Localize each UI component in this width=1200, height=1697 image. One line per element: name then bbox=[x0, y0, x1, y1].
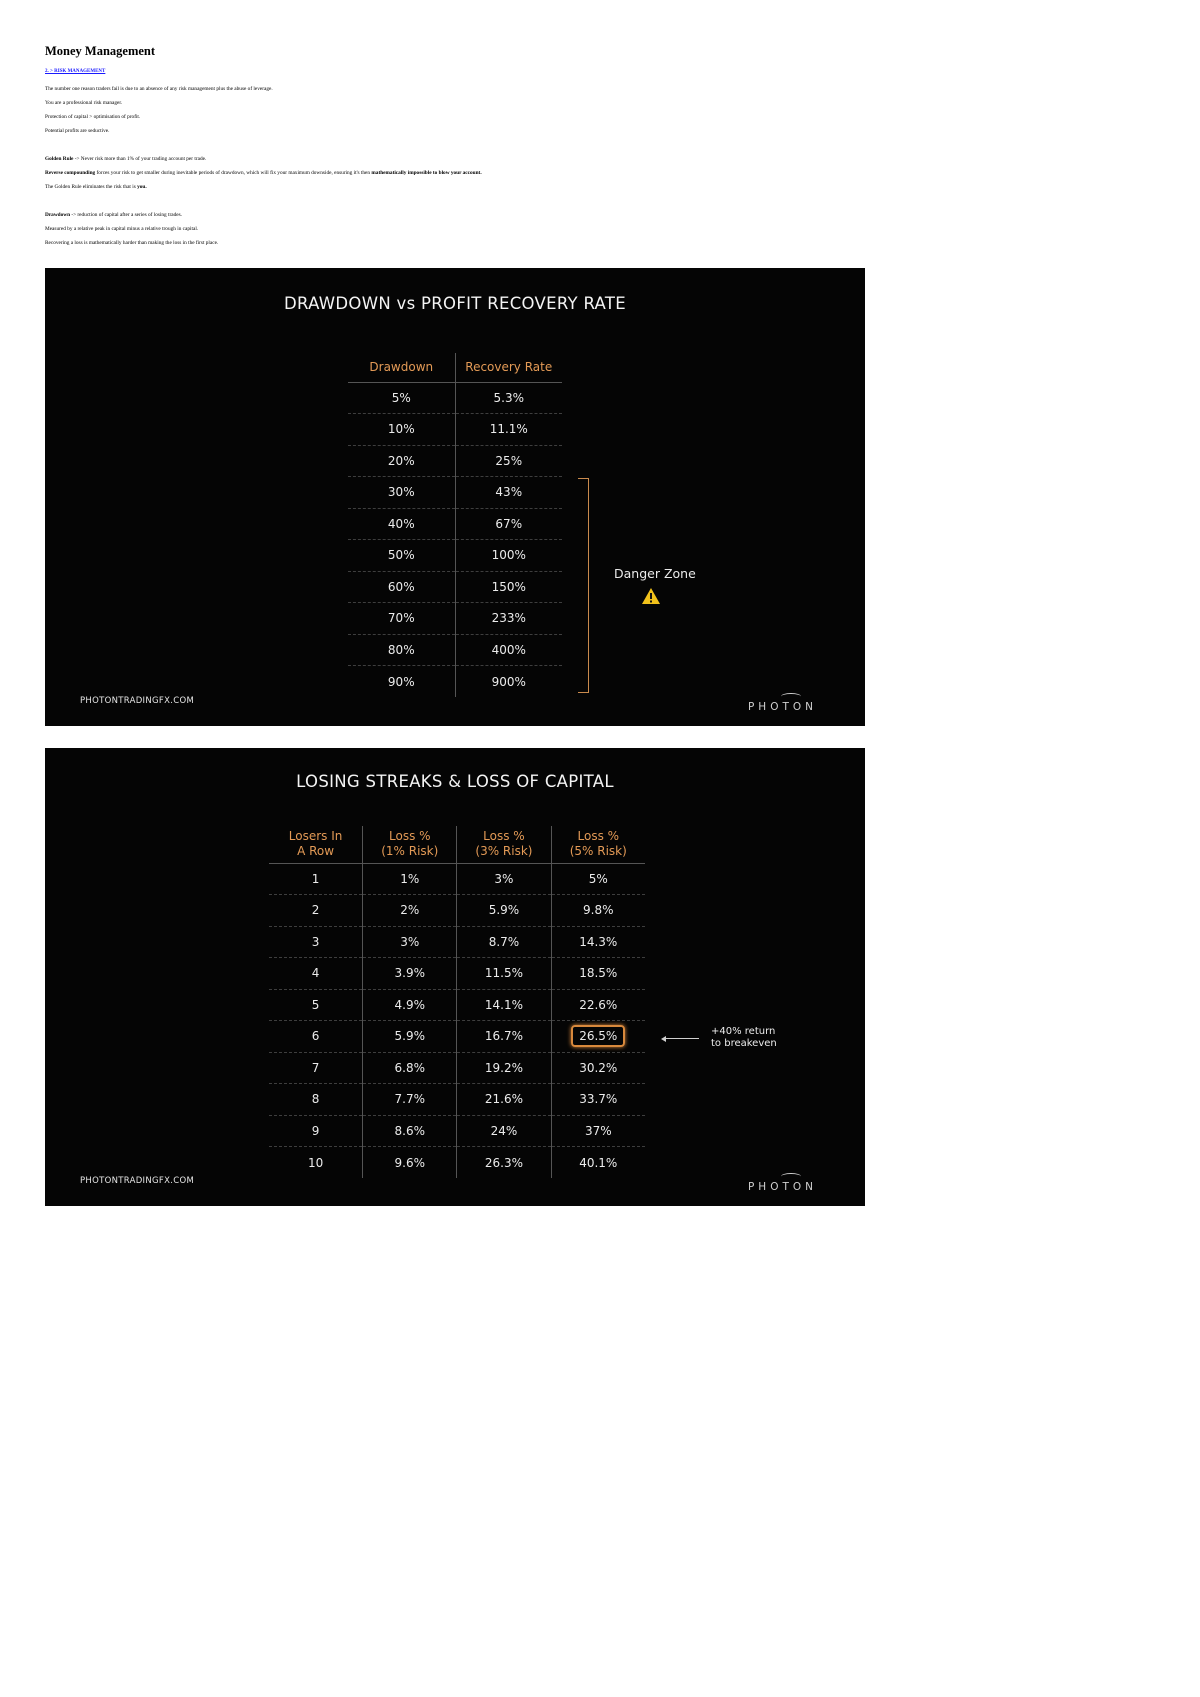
table-cell: 5% bbox=[348, 382, 455, 414]
table-cell: 6 bbox=[269, 1021, 363, 1053]
table-row bbox=[269, 958, 645, 990]
table-row bbox=[269, 1147, 645, 1179]
table-cell: 8.6% bbox=[363, 1115, 457, 1147]
table-row bbox=[348, 382, 562, 414]
breakeven-note bbox=[711, 1026, 777, 1050]
table-row bbox=[269, 895, 645, 927]
drawdown-label: Drawdown bbox=[45, 212, 71, 218]
brand-arc-icon bbox=[781, 693, 801, 700]
drawdown-line: Measured by a relative peak in capital minus a relative trough in capital. bbox=[45, 226, 199, 232]
golden-rule-text: -> Never risk more than 1% of your trading account per trade. bbox=[73, 156, 207, 162]
table-cell: 7.7% bbox=[363, 1084, 457, 1116]
losing-streaks-image bbox=[45, 748, 865, 1206]
arrow-left-icon bbox=[661, 1036, 666, 1042]
table-row bbox=[348, 540, 562, 572]
header-line: A Row bbox=[297, 844, 335, 859]
table-cell: 10% bbox=[348, 414, 455, 446]
table-cell: 60% bbox=[348, 571, 455, 603]
table-cell: 33.7% bbox=[551, 1084, 645, 1116]
page-title: Money Management bbox=[45, 44, 156, 58]
table-cell: 150% bbox=[455, 571, 562, 603]
risk-management-link[interactable]: 2. > RISK MANAGEMENT bbox=[45, 69, 106, 74]
header-line: Losers In bbox=[288, 829, 343, 844]
table-cell: 30% bbox=[348, 477, 455, 509]
table-cell: 9.6% bbox=[363, 1147, 457, 1179]
table-cell: 5.9% bbox=[363, 1021, 457, 1053]
header-line: Loss % bbox=[483, 829, 525, 844]
table-cell: 9.8% bbox=[551, 895, 645, 927]
drawdown-recovery-image bbox=[45, 268, 865, 726]
table-cell: 90% bbox=[348, 666, 455, 698]
table-cell: 7 bbox=[269, 1052, 363, 1084]
table-cell: 16.7% bbox=[457, 1021, 551, 1053]
table-row bbox=[348, 477, 562, 509]
table-cell: 6.8% bbox=[363, 1052, 457, 1084]
arrow-line bbox=[665, 1038, 699, 1039]
intro-line: You are a professional risk manager. bbox=[45, 100, 123, 106]
table-cell: 3% bbox=[363, 926, 457, 958]
table-cell: 5% bbox=[551, 863, 645, 895]
table-cell: 2% bbox=[363, 895, 457, 927]
drawdown-definition-line bbox=[45, 212, 182, 219]
table-cell: 100% bbox=[455, 540, 562, 572]
brand-logo: PHOTON bbox=[747, 701, 817, 713]
table-cell: 50% bbox=[348, 540, 455, 572]
table-cell: 900% bbox=[455, 666, 562, 698]
table-cell: 26.3% bbox=[457, 1147, 551, 1179]
eliminates-emphasis: you. bbox=[137, 184, 147, 190]
table-cell: 2 bbox=[269, 895, 363, 927]
table-cell: 1% bbox=[363, 863, 457, 895]
table-header: Recovery Rate bbox=[455, 353, 562, 382]
intro-line: The number one reason traders fail is due to an absence of any risk management plus the abuse of leverage. bbox=[45, 86, 273, 92]
reverse-compounding-line bbox=[45, 170, 482, 177]
drawdown-line: Recovering a loss is mathematically harder than making the loss in the first place. bbox=[45, 240, 219, 246]
panel-title: LOSING STREAKS & LOSS OF CAPITAL bbox=[296, 772, 614, 791]
header-line: (5% Risk) bbox=[569, 844, 627, 859]
reverse-compounding-text: forces your risk to get smaller during inevitable periods of drawdown, which will fix your maximum downside, ensuring it's then bbox=[95, 170, 372, 176]
table-cell: 40% bbox=[348, 508, 455, 540]
table-cell: 43% bbox=[455, 477, 562, 509]
header-line: (3% Risk) bbox=[475, 844, 533, 859]
table-cell: 18.5% bbox=[551, 958, 645, 990]
intro-line: Protection of capital > optimisation of profit. bbox=[45, 114, 141, 120]
highlighted-value: 26.5% bbox=[571, 1025, 625, 1047]
table-row bbox=[269, 1021, 645, 1053]
table-cell: 21.6% bbox=[457, 1084, 551, 1116]
reverse-compounding-emphasis: mathematically impossible to blow your account. bbox=[371, 170, 482, 176]
table-cell: 8.7% bbox=[457, 926, 551, 958]
table-row bbox=[269, 989, 645, 1021]
brand-logo: PHOTON bbox=[747, 1181, 817, 1193]
table-row bbox=[348, 571, 562, 603]
table-row bbox=[348, 508, 562, 540]
table-cell: 233% bbox=[455, 603, 562, 635]
table-cell: 25% bbox=[455, 445, 562, 477]
site-url: PHOTONTRADINGFX.COM bbox=[80, 1176, 195, 1186]
table-cell: 5.3% bbox=[455, 382, 562, 414]
table-row bbox=[269, 1052, 645, 1084]
table-cell: 8 bbox=[269, 1084, 363, 1116]
danger-zone-bracket bbox=[578, 478, 589, 693]
note-line: +40% return bbox=[711, 1026, 776, 1037]
table-cell: 4.9% bbox=[363, 989, 457, 1021]
table-cell: 4 bbox=[269, 958, 363, 990]
table-cell: 14.3% bbox=[551, 926, 645, 958]
table-cell: 24% bbox=[457, 1115, 551, 1147]
table-row bbox=[348, 445, 562, 477]
table-cell: 3 bbox=[269, 926, 363, 958]
table-cell: 5 bbox=[269, 989, 363, 1021]
intro-line: Potential profits are seductive. bbox=[45, 128, 110, 134]
table-cell: 10 bbox=[269, 1147, 363, 1179]
table-header bbox=[363, 826, 457, 863]
losing-streaks-table bbox=[269, 826, 645, 1178]
danger-zone-label: Danger Zone bbox=[614, 566, 696, 581]
header-line: Loss % bbox=[389, 829, 431, 844]
table-cell: 3% bbox=[457, 863, 551, 895]
header-line: Loss % bbox=[577, 829, 620, 844]
drawdown-table bbox=[348, 353, 562, 697]
table-cell: 400% bbox=[455, 634, 562, 666]
table-row bbox=[269, 1084, 645, 1116]
table-cell: 30.2% bbox=[551, 1052, 645, 1084]
table-cell: 19.2% bbox=[457, 1052, 551, 1084]
table-header bbox=[551, 826, 645, 863]
table-cell: 80% bbox=[348, 634, 455, 666]
table-cell: 14.1% bbox=[457, 989, 551, 1021]
table-cell: 3.9% bbox=[363, 958, 457, 990]
table-cell: 40.1% bbox=[551, 1147, 645, 1179]
table-header bbox=[457, 826, 551, 863]
warning-triangle-icon bbox=[641, 587, 661, 605]
table-cell: 11.5% bbox=[457, 958, 551, 990]
table-cell: 22.6% bbox=[551, 989, 645, 1021]
table-cell: 1 bbox=[269, 863, 363, 895]
table-row bbox=[269, 863, 645, 895]
table-row bbox=[269, 1115, 645, 1147]
table-cell: 67% bbox=[455, 508, 562, 540]
table-cell: 37% bbox=[551, 1115, 645, 1147]
table-cell: 9 bbox=[269, 1115, 363, 1147]
table-cell: 5.9% bbox=[457, 895, 551, 927]
header-line: (1% Risk) bbox=[381, 844, 439, 859]
note-line: to breakeven bbox=[711, 1038, 777, 1049]
table-cell bbox=[551, 1021, 645, 1053]
brand-arc-icon bbox=[781, 1173, 801, 1180]
golden-rule-eliminates-line bbox=[45, 184, 147, 191]
drawdown-text: -> reduction of capital after a series of losing trades. bbox=[70, 212, 182, 218]
table-row bbox=[348, 634, 562, 666]
table-row bbox=[348, 666, 562, 698]
reverse-compounding-label: Reverse compounding bbox=[45, 170, 96, 176]
table-cell: 11.1% bbox=[455, 414, 562, 446]
site-url: PHOTONTRADINGFX.COM bbox=[80, 696, 195, 706]
golden-rule-label: Golden Rule bbox=[45, 156, 74, 162]
table-row bbox=[269, 926, 645, 958]
table-cell: 20% bbox=[348, 445, 455, 477]
table-header: Drawdown bbox=[369, 359, 434, 374]
golden-rule-line bbox=[45, 156, 206, 163]
panel-title: DRAWDOWN vs PROFIT RECOVERY RATE bbox=[284, 294, 626, 313]
table-header bbox=[269, 826, 363, 863]
eliminates-text: The Golden Rule eliminates the risk that is bbox=[45, 184, 138, 190]
table-row bbox=[348, 414, 562, 446]
table-row bbox=[348, 603, 562, 635]
table-cell: 70% bbox=[348, 603, 455, 635]
